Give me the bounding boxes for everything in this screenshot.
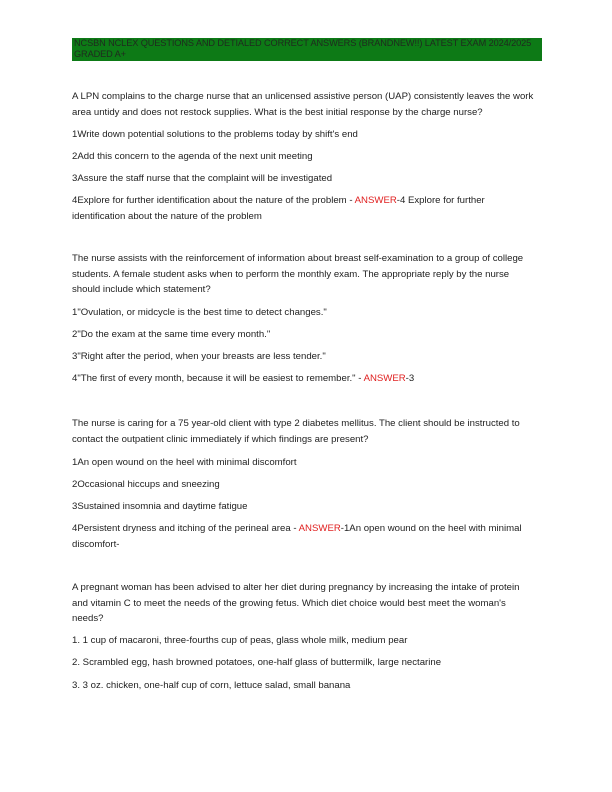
document-title bbox=[72, 38, 542, 61]
answer-label: ANSWER bbox=[298, 523, 341, 534]
question-2-option-3: 3"Right after the period, when your breasts are less tender." bbox=[72, 351, 326, 362]
question-3-option-4: 4Persistent dryness and itching of the perineal area - ANSWER-1An open wound on the heel with minimal discomfort- bbox=[72, 523, 522, 550]
question-4-option-2: 2. Scrambled egg, hash browned potatoes, one-half glass of buttermilk, large nectarine bbox=[72, 657, 442, 668]
question-1-option-3: 3Assure the staff nurse that the complaint will be investigated bbox=[72, 173, 333, 184]
question-2-answer: -3 bbox=[405, 373, 415, 384]
question-1-answer: -4 Explore for further identification about the nature of the problem bbox=[72, 195, 485, 222]
question-3-option-1: 1An open wound on the heel with minimal discomfort bbox=[72, 457, 297, 468]
title-line-1: NCSBN NCLEX QUESTIONS AND DETIALED CORRECT ANSWERS (BRANDNEW!!) LATEST EXAM 2024/2025 bbox=[74, 38, 532, 48]
question-4-option-1: 1. 1 cup of macaroni, three-fourths cup of peas, glass whole milk, medium pear bbox=[72, 635, 408, 646]
question-2-option-2: 2"Do the exam at the same time every month." bbox=[72, 329, 271, 340]
question-3-answer: -1An open wound on the heel with minimal discomfort- bbox=[72, 523, 522, 550]
question-3-stem: The nurse is caring for a 75 year-old client with type 2 diabetes mellitus. The client should be instructed to contact the outpatient clinic immediately if which findings are present? bbox=[72, 418, 520, 445]
question-2-option-1: 1"Ovulation, or midcycle is the best time to detect changes." bbox=[72, 307, 327, 318]
answer-label: ANSWER bbox=[363, 373, 406, 384]
question-4-stem: A pregnant woman has been advised to alter her diet during pregnancy by increasing the intake of protein and vitamin C to meet the needs of the growing fetus. Which diet choice would best meet the woman's needs? bbox=[72, 582, 520, 625]
question-2-stem: The nurse assists with the reinforcement of information about breast self-examination to a group of college students. A female student asks when to perform the monthly exam. The appropriate reply by the nurse should include which statement? bbox=[72, 253, 524, 296]
title-line-2: GRADED A+ bbox=[74, 49, 126, 60]
question-3-option-2: 2Occasional hiccups and sneezing bbox=[72, 479, 220, 490]
question-1-stem: A LPN complains to the charge nurse that an unlicensed assistive person (UAP) consistently leaves the work area untidy and does not restock supplies. What is the best initial response by the charge nurse? bbox=[72, 91, 534, 118]
question-1-option-1: 1Write down potential solutions to the problems today by shift's end bbox=[72, 129, 358, 140]
question-3-option-3: 3Sustained insomnia and daytime fatigue bbox=[72, 501, 248, 512]
question-2-option-4: 4"The first of every month, because it will be easiest to remember." - ANSWER-3 bbox=[72, 373, 415, 384]
answer-label: ANSWER bbox=[354, 195, 397, 206]
question-1-option-2: 2Add this concern to the agenda of the next unit meeting bbox=[72, 151, 313, 162]
question-4-option-3: 3. 3 oz. chicken, one-half cup of corn, lettuce salad, small banana bbox=[72, 680, 351, 691]
question-1-option-4: 4Explore for further identification about the nature of the problem - ANSWER-4 Explore for further identification about the nature of the problem bbox=[72, 195, 485, 222]
